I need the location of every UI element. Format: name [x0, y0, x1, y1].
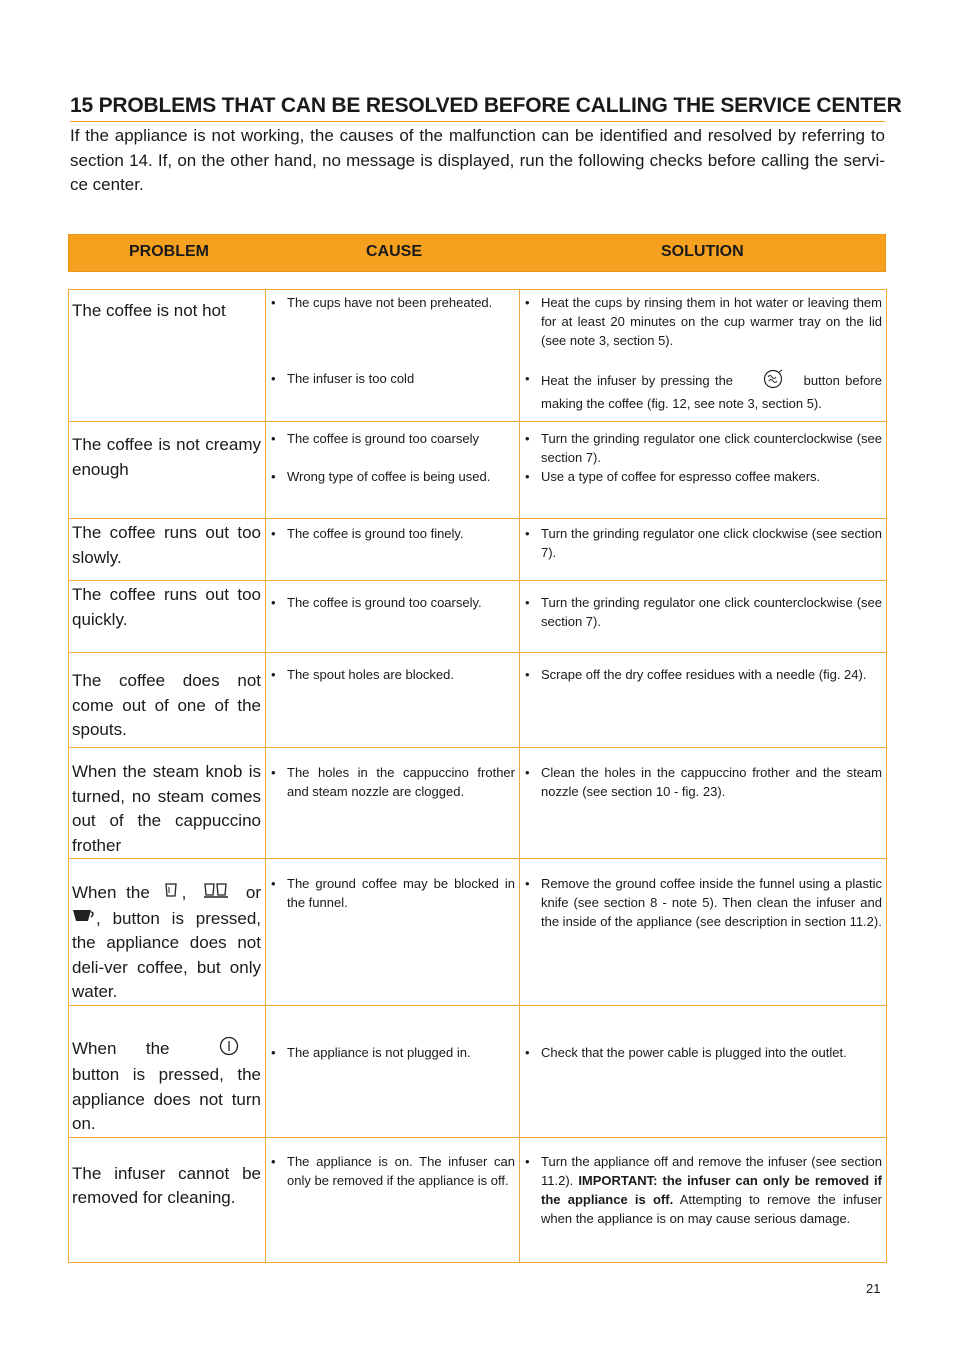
cause-item: • The ground coffee may be blocked in the funnel.	[266, 874, 519, 912]
heat-infuser-icon	[762, 369, 784, 394]
problem-text: The coffee is not hot	[72, 301, 226, 320]
problem-text: The coffee is not creamy enough	[72, 435, 261, 479]
one-cup-icon	[164, 881, 178, 907]
problem-text: The coffee runs out too quickly.	[72, 585, 261, 629]
solution-item	[520, 369, 886, 413]
table-row	[69, 859, 887, 1006]
table-row	[69, 422, 887, 519]
solution-item: • Clean the holes in the cappuccino frother and the steam nozzle (see section 10 - fig. 23).	[520, 763, 886, 801]
solution-item: • Scrape off the dry coffee residues with a needle (fig. 24).	[520, 665, 886, 684]
cause-item: • The appliance is not plugged in.	[266, 1043, 519, 1062]
page-number: 21	[866, 1281, 881, 1296]
page-title: 15 PROBLEMS THAT CAN BE RESOLVED BEFORE CALLING THE SERVICE CENTER	[70, 94, 885, 122]
power-icon	[219, 1036, 239, 1064]
problem-text-start: When the	[72, 1039, 170, 1058]
solution-item: • Use a type of coffee for espresso coffee makers.	[520, 467, 886, 486]
cause-item: • The infuser is too cold	[266, 369, 519, 388]
cause-item: • The coffee is ground too coarsely.	[266, 593, 519, 612]
two-cups-icon	[204, 881, 228, 907]
cause-item: • The coffee is ground too finely.	[266, 524, 519, 543]
problem-text-start: When the	[72, 883, 150, 903]
cause-item: • The spout holes are blocked.	[266, 665, 519, 684]
troubleshooting-table	[68, 289, 887, 1263]
solution-item: • Heat the cups by rinsing them in hot water or leaving them for at least 20 minutes on the cup warmer tray on the lid (see note 3, section 5).	[520, 293, 886, 350]
cause-item: • The cups have not been preheated.	[266, 293, 519, 312]
table-header	[68, 234, 886, 272]
problem-separator: ,	[181, 883, 187, 903]
solution-text: Attempting to remove the infuser when the appliance is on may cause serious damage.	[541, 1191, 883, 1226]
table-row	[69, 519, 887, 581]
cause-item: • The appliance is on. The infuser can only be removed if the appliance is off.	[266, 1152, 519, 1190]
table-row	[69, 1005, 887, 1137]
problem-text: When the steam knob is turned, no steam comes out of the cappuccino frother	[72, 762, 261, 855]
header-problem: PROBLEM	[129, 243, 209, 260]
cause-item: • The coffee is ground too coarsely	[266, 429, 519, 448]
problem-text: The infuser cannot be removed for cleaning.	[72, 1163, 261, 1208]
table-row	[69, 653, 887, 748]
solution-item: • Remove the ground coffee inside the funnel using a plastic knife (see section 8 - note 5). Then clean the infuser and the inside of the appliance (see description in section 11.2).	[520, 874, 886, 931]
cause-item: • The holes in the cappuccino frother and steam nozzle are clogged.	[266, 763, 519, 801]
solution-text: button before making the coffee (fig. 12, see note 3, section 5).	[541, 372, 882, 411]
problem-text: The coffee does not come out of one of the spouts.	[72, 671, 261, 739]
table-row	[69, 290, 887, 422]
table-row	[69, 581, 887, 653]
solution-text: Turn the appliance off and remove the infuser (see section 11.2).	[541, 1153, 882, 1188]
intro-paragraph: If the appliance is not working, the causes of the malfunction can be identified and resolved by referring to section 14. If, on the other hand, no message is displayed, run the following checks before calling the servi-ce center.	[70, 126, 885, 194]
solution-item: • Turn the grinding regulator one click counterclockwise (see section 7).	[520, 593, 886, 631]
problem-text-end: button is pressed, the appliance does not turn on.	[72, 1065, 261, 1134]
solution-important: IMPORTANT: the infuser can only be removed if the appliance is off.	[541, 1172, 882, 1207]
table-row	[69, 748, 887, 859]
mug-icon	[72, 907, 96, 932]
problem-text-end: , button is pressed, the appliance does not deli-ver coffee, but only water.	[72, 908, 261, 1002]
solution-item: • Turn the grinding regulator one click clockwise (see section 7).	[520, 524, 886, 562]
solution-item: • Check that the power cable is plugged into the outlet.	[520, 1043, 886, 1062]
solution-item: • Turn the grinding regulator one click counterclockwise (see section 7).	[520, 429, 886, 467]
problem-text: The coffee runs out too slowly.	[72, 523, 261, 567]
solution-text: Heat the infuser by pressing the	[541, 372, 734, 388]
problem-text	[69, 1006, 265, 1137]
table-row	[69, 1137, 887, 1262]
header-solution: SOLUTION	[661, 243, 744, 260]
problem-or: or	[245, 883, 262, 903]
problem-text	[69, 859, 265, 1005]
cause-item: • Wrong type of coffee is being used.	[266, 467, 519, 486]
header-cause: CAUSE	[366, 243, 423, 260]
solution-item	[520, 1152, 886, 1228]
